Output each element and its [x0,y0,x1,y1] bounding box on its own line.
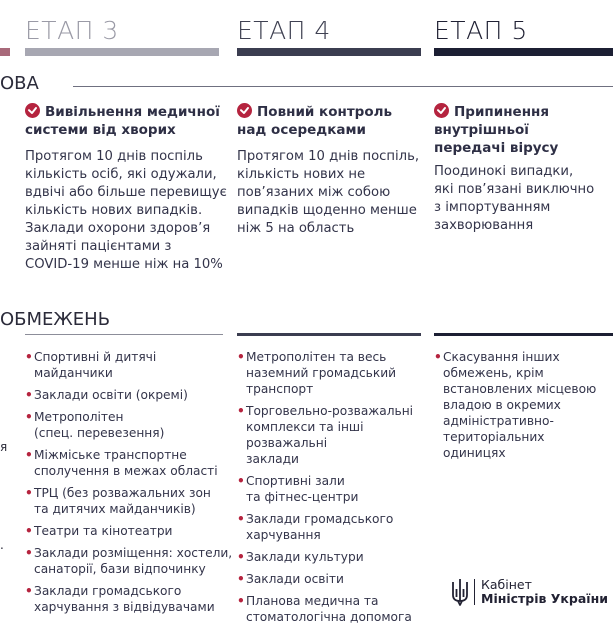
logo-text: Кабінет Міністрів України [481,577,608,606]
list-item: • Заклади освіти (окремі) [25,388,188,402]
section-restrictions-label: ОБМЕЖЕНЬ [0,309,111,330]
list-item: • Метрополітен (спец. перевезення) [25,410,165,440]
logo-divider [474,579,475,605]
list-item: • Метрополітен та весь наземний громадський транспорт [237,350,397,396]
check-circle-icon [434,103,449,118]
check-circle-icon [237,103,252,118]
cabinet-logo [450,576,610,610]
list-item: • Заклади розміщення: хостели, санаторії, бази відпочинку [25,546,233,576]
criterion-stage-5 [434,103,609,235]
list-item: • Планова медична та стоматологічна допомога [237,594,412,624]
list-item: • Скасування інших обмежень, крім встановлених місцевою владою в окремих адміністративно- територіальних одиницях [434,350,597,460]
restrictions-list [434,349,610,461]
restrictions-list [25,349,235,615]
restrictions-list [237,349,427,625]
list-item: • Торговельно-розважальні комплекси та інші розважальні заклади [237,404,414,466]
restrictions-stage-3 [25,349,235,621]
stage-5-restrictions-rule [434,333,613,336]
left-edge-fragment: я [0,440,8,454]
check-circle-icon [25,103,40,118]
section-conditions-label: ОВА [0,73,39,94]
criterion-body: Протягом 10 днів поспіль, кількість нових не пов’язаних між собою випадків щоденно менше ніж 5 на область [237,149,420,236]
criterion-stage-3 [25,103,230,274]
section-conditions-rule [73,86,613,87]
left-stub-bar [0,48,10,56]
criterion-title: Повний контроль над осередками [237,104,393,138]
list-item: • Міжміське транспортне сполучення в межах області [25,448,218,478]
list-item: • Заклади освіти [237,572,344,586]
list-item: • Заклади громадського харчування [237,512,394,542]
stage-4-restrictions-rule [237,333,421,336]
criterion-title: Вивільнення медичної системи від хворих [25,104,220,138]
criterion-body: Протягом 10 днів поспіль кількість осіб, які одужали, вдвічі або більше перевищує кількість нових випадків. Заклади охорони здоров’я зайняті пацієнтами з COVID-19 менше ніж на 10% [25,149,227,272]
criterion-title: Припинення внутрішньої передачі вірусу [434,104,559,156]
trident-icon [450,577,470,607]
stage-3-bar [25,48,219,56]
criterion-stage-4 [237,103,422,238]
left-edge-fragment: . [0,538,4,552]
restrictions-stage-5 [434,349,610,467]
stage-5-bar [434,48,613,56]
stage-3-title: ЕТАП 3 [25,16,119,45]
stage-3-restrictions-rule [25,334,223,335]
restrictions-stage-4 [237,349,427,631]
stage-5-title: ЕТАП 5 [434,16,528,45]
list-item: • Заклади культури [237,550,364,564]
stage-4-bar [237,48,421,56]
list-item: • Спортивні й дитячі майданчики [25,350,157,380]
list-item: • ТРЦ (без розважальних зон та дитячих майданчиків) [25,486,211,516]
criterion-body: Поодинокі випадки, які пов’язані виключно з імпортуванням захворювання [434,164,595,233]
list-item: • Заклади громадського харчування з відвідувачами [25,584,215,614]
stage-4-title: ЕТАП 4 [237,16,331,45]
list-item: • Спортивні зали та фітнес-центри [237,474,359,504]
list-item: • Театри та кінотеатри [25,524,173,538]
